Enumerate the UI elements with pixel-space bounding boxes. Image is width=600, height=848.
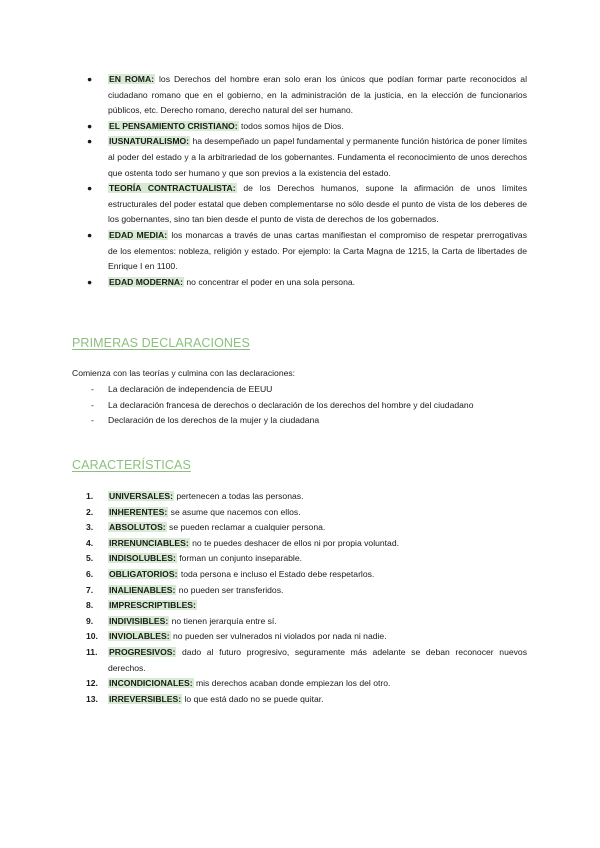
item-number: 6. — [86, 568, 94, 579]
characteristic-text: dado al futuro progresivo, seguramente más adelante se deban reconocer nuevos derechos. — [108, 646, 527, 673]
bullet-text: los Derechos del hombre eran solo eran los únicos que podían formar parte reconocidos al ciudadano romano que en el gobierno, en la administración de la justicia, en la elección de funcionarios públicos, etc. Derecho romano, derecho natural del ser humano. — [108, 74, 527, 116]
section-intro: Comienza con las teorías y culmina con las declaraciones: — [72, 368, 296, 378]
bullet-term: IUSNATURALISMO: — [109, 136, 190, 147]
characteristic-text: se pueden reclamar a cualquier persona. — [166, 522, 326, 533]
dash-icon: - — [91, 399, 94, 410]
declaration-item — [92, 382, 527, 398]
characteristic-term: INALIENABLES: — [109, 584, 176, 595]
characteristic-item — [86, 536, 527, 552]
declaration-text: La declaración de independencia de EEUU — [108, 384, 273, 394]
characteristic-term: UNIVERSALES: — [109, 491, 173, 501]
characteristic-text: se asume que nacemos con ellos. — [168, 506, 301, 517]
characteristic-term: IMPRESCRIPTIBLES: — [109, 600, 196, 611]
characteristic-item — [86, 598, 527, 614]
characteristic-term: INCONDICIONALES: — [109, 678, 193, 689]
characteristic-item — [86, 614, 527, 630]
declaration-item — [92, 398, 527, 414]
item-number: 3. — [86, 522, 94, 533]
history-bullet-list — [87, 72, 527, 290]
characteristic-item — [86, 676, 527, 692]
declaration-item — [92, 413, 527, 429]
characteristic-item — [86, 583, 527, 599]
bullet-term: TEORÍA CONTRACTUALISTA: — [109, 183, 236, 194]
bullet-term: EDAD MEDIA: — [109, 229, 168, 240]
characteristic-text: no tienen jerarquía entre sí. — [169, 615, 277, 626]
declarations-list — [92, 382, 527, 429]
bullet-term: EL PENSAMIENTO CRISTIANO: — [109, 120, 238, 131]
bullet-icon: ● — [87, 74, 93, 84]
characteristic-item — [86, 489, 527, 505]
characteristic-text: no te puedes deshacer de ellos ni por propia voluntad. — [189, 537, 399, 548]
bullet-item — [87, 275, 527, 291]
section-heading-primeras-declaraciones: PRIMERAS DECLARACIONES — [72, 336, 250, 350]
item-number: 13. — [86, 693, 98, 704]
characteristic-text: forman un conjunto inseparable. — [176, 553, 303, 564]
bullet-icon: ● — [87, 183, 93, 194]
dash-icon: - — [91, 415, 94, 426]
item-number: 12. — [86, 678, 98, 689]
bullet-icon: ● — [87, 120, 93, 131]
characteristic-term: INDISOLUBLES: — [109, 553, 176, 564]
declaration-text: Declaración de los derechos de la mujer y la ciudadana — [108, 415, 320, 426]
bullet-item — [87, 181, 527, 228]
bullet-text: no concentrar el poder en una sola persona. — [184, 276, 356, 287]
characteristic-item — [86, 645, 527, 676]
characteristic-item — [86, 520, 527, 536]
characteristic-term: OBLIGATORIOS: — [109, 568, 178, 579]
bullet-text: de los Derechos humanos, supone la afirmación de unos límites estructurales del poder estatal que deben complementarse no sólo desde el punto de vista de los deberes de los gobernantes, sino tan bien desde el punto de vista de derechos de los gobernados. — [108, 183, 527, 225]
bullet-icon: ● — [87, 229, 93, 240]
bullet-term: EN ROMA: — [109, 74, 155, 84]
characteristics-list — [86, 489, 527, 707]
item-number: 1. — [86, 491, 94, 501]
item-number: 10. — [86, 631, 98, 642]
bullet-text: ha desempeñado un papel fundamental y permanente función histórica de poner límites al poder del estado y a la arbitrariedad de los gobernantes. Fundamenta el reconocimiento de unos derechos que ostenta todo ser humano y que son previos a la existencia del estado. — [108, 136, 527, 178]
characteristic-term: IRREVERSIBLES: — [109, 693, 182, 704]
characteristic-term: INHERENTES: — [109, 506, 168, 517]
characteristic-text: lo que está dado no se puede quitar. — [182, 693, 324, 704]
item-number: 7. — [86, 584, 94, 595]
bullet-term: EDAD MODERNA: — [109, 276, 183, 287]
item-number: 2. — [86, 506, 94, 517]
characteristic-item — [86, 567, 527, 583]
characteristic-text: no pueden ser vulnerados ni violados por nada ni nadie. — [170, 631, 387, 642]
bullet-icon: ● — [87, 276, 93, 287]
bullet-text: los monarcas a través de unas cartas manifiestan el compromiso de respetar prerrogativas de los elementos: nobleza, religión y estado. Por ejemplo: la Carta Magna de 1215, la Carta de libertades de Enrique I en 1100. — [108, 229, 527, 272]
bullet-item — [87, 134, 527, 181]
bullet-item — [87, 72, 527, 119]
characteristic-item — [86, 505, 527, 521]
item-number: 4. — [86, 537, 94, 548]
characteristic-text: toda persona e incluso el Estado debe respetarlos. — [178, 568, 375, 579]
item-number: 9. — [86, 615, 94, 626]
characteristic-item — [86, 692, 527, 708]
characteristic-term: PROGRESIVOS: — [109, 646, 176, 657]
characteristic-text: no pueden ser transferidos. — [176, 584, 284, 595]
item-number: 11. — [86, 646, 98, 657]
characteristic-text: pertenecen a todas las personas. — [173, 491, 304, 501]
item-number: 5. — [86, 553, 94, 564]
bullet-icon: ● — [87, 136, 93, 147]
characteristic-term: ABSOLUTOS: — [109, 522, 166, 533]
bullet-text: todos somos hijos de Dios. — [238, 120, 344, 131]
characteristic-term: INVIOLABLES: — [109, 631, 170, 642]
item-number: 8. — [86, 600, 94, 611]
characteristic-item — [86, 629, 527, 645]
bullet-item — [87, 119, 527, 135]
characteristic-item — [86, 551, 527, 567]
bullet-item — [87, 228, 527, 275]
dash-icon: - — [91, 384, 94, 394]
declaration-text: La declaración francesa de derechos o declaración de los derechos del hombre y del ciudadano — [108, 399, 474, 410]
characteristic-text: mis derechos acaban donde empiezan los del otro. — [193, 678, 391, 689]
section-heading-caracteristicas: CARACTERÍSTICAS — [72, 458, 191, 472]
characteristic-term: IRRENUNCIABLES: — [109, 537, 189, 548]
characteristic-term: INDIVISIBLES: — [109, 615, 169, 626]
